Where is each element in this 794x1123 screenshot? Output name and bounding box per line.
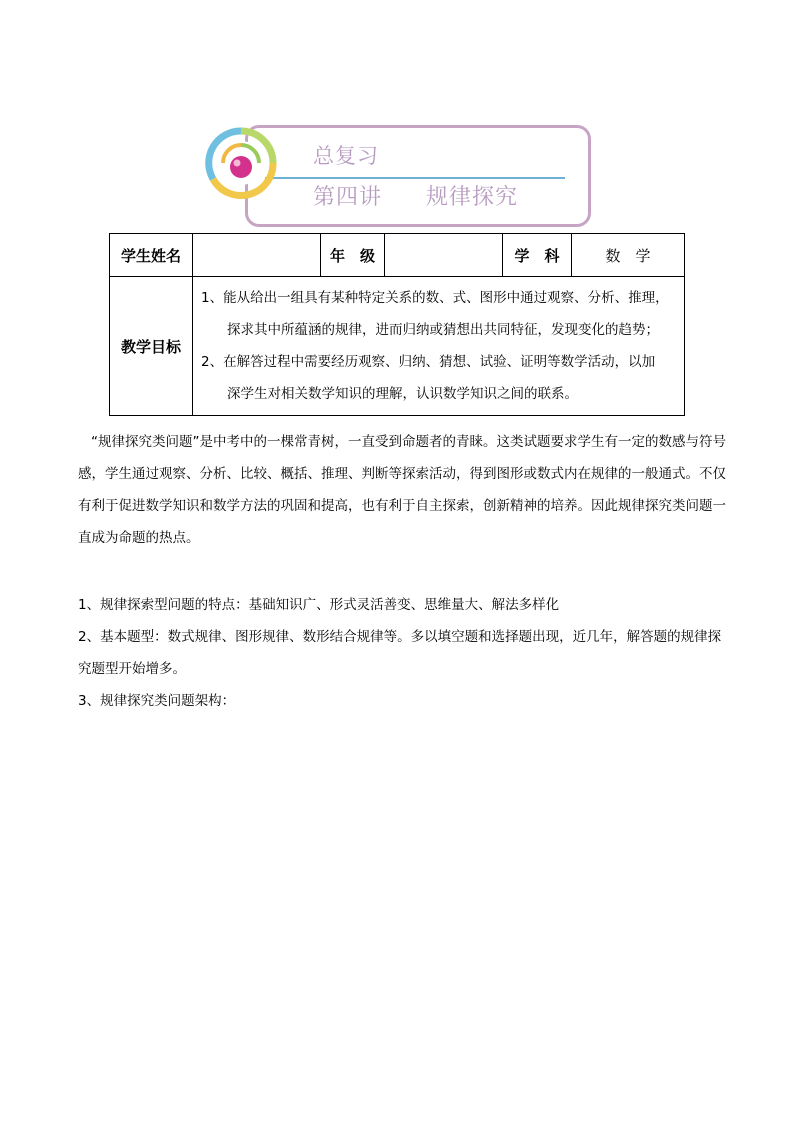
goals-cell	[193, 277, 685, 416]
point-item: 3、规律探究类问题架构：	[78, 693, 236, 709]
goal-line: 2、在解答过程中需要经历观察、归纳、猜想、试验、证明等数学活动，以加	[201, 354, 656, 370]
subject-value: 数 学	[572, 234, 685, 277]
banner-frame	[245, 125, 591, 227]
goal-line: 深学生对相关数学知识的理解，认识数学知识之间的联系。	[227, 386, 578, 402]
ring-logo-icon	[205, 127, 277, 199]
student-name-value	[193, 234, 321, 277]
grade-label: 年 级	[321, 234, 385, 277]
point-item: 1、规律探索型问题的特点：基础知识广、形式灵活善变、思维量大、解法多样化	[78, 597, 560, 613]
info-table	[109, 233, 685, 416]
banner-subtitle	[313, 180, 518, 211]
student-name-label: 学生姓名	[110, 234, 193, 277]
goal-line: 1、能从给出一组具有某种特定关系的数、式、图形中通过观察、分析、推理，	[201, 290, 669, 306]
goals-label: 教学目标	[110, 277, 193, 416]
points-list	[78, 589, 726, 717]
grade-value	[385, 234, 503, 277]
banner-divider	[265, 177, 565, 179]
goal-line: 探求其中所蕴涵的规律，进而归纳或猜想出共同特征，发现变化的趋势；	[227, 322, 659, 338]
topic-label: 规律探究	[426, 185, 519, 210]
banner-title: 总复习	[313, 144, 379, 168]
subject-label: 学 科	[503, 234, 572, 277]
header-banner	[205, 122, 590, 226]
point-item: 2、基本题型：数式规律、图形规律、数形结合规律等。多以填空题和选择题出现，近几年，解答题的规律探究题型开始增多。	[78, 629, 722, 677]
intro-paragraph: “规律探究类问题”是中考中的一棵常青树，一直受到命题者的青睐。这类试题要求学生有一定的数感与符号感，学生通过观察、分析、比较、概括、推理、判断等探索活动，得到图形或数式内在规律的一般通式。不仅有利于促进数学知识和数学方法的巩固和提高，也有利于自主探索，创新精神的培养。因此规律探究类问题一直成为命题的热点。	[78, 434, 726, 546]
lecture-label: 第四讲	[313, 185, 383, 210]
